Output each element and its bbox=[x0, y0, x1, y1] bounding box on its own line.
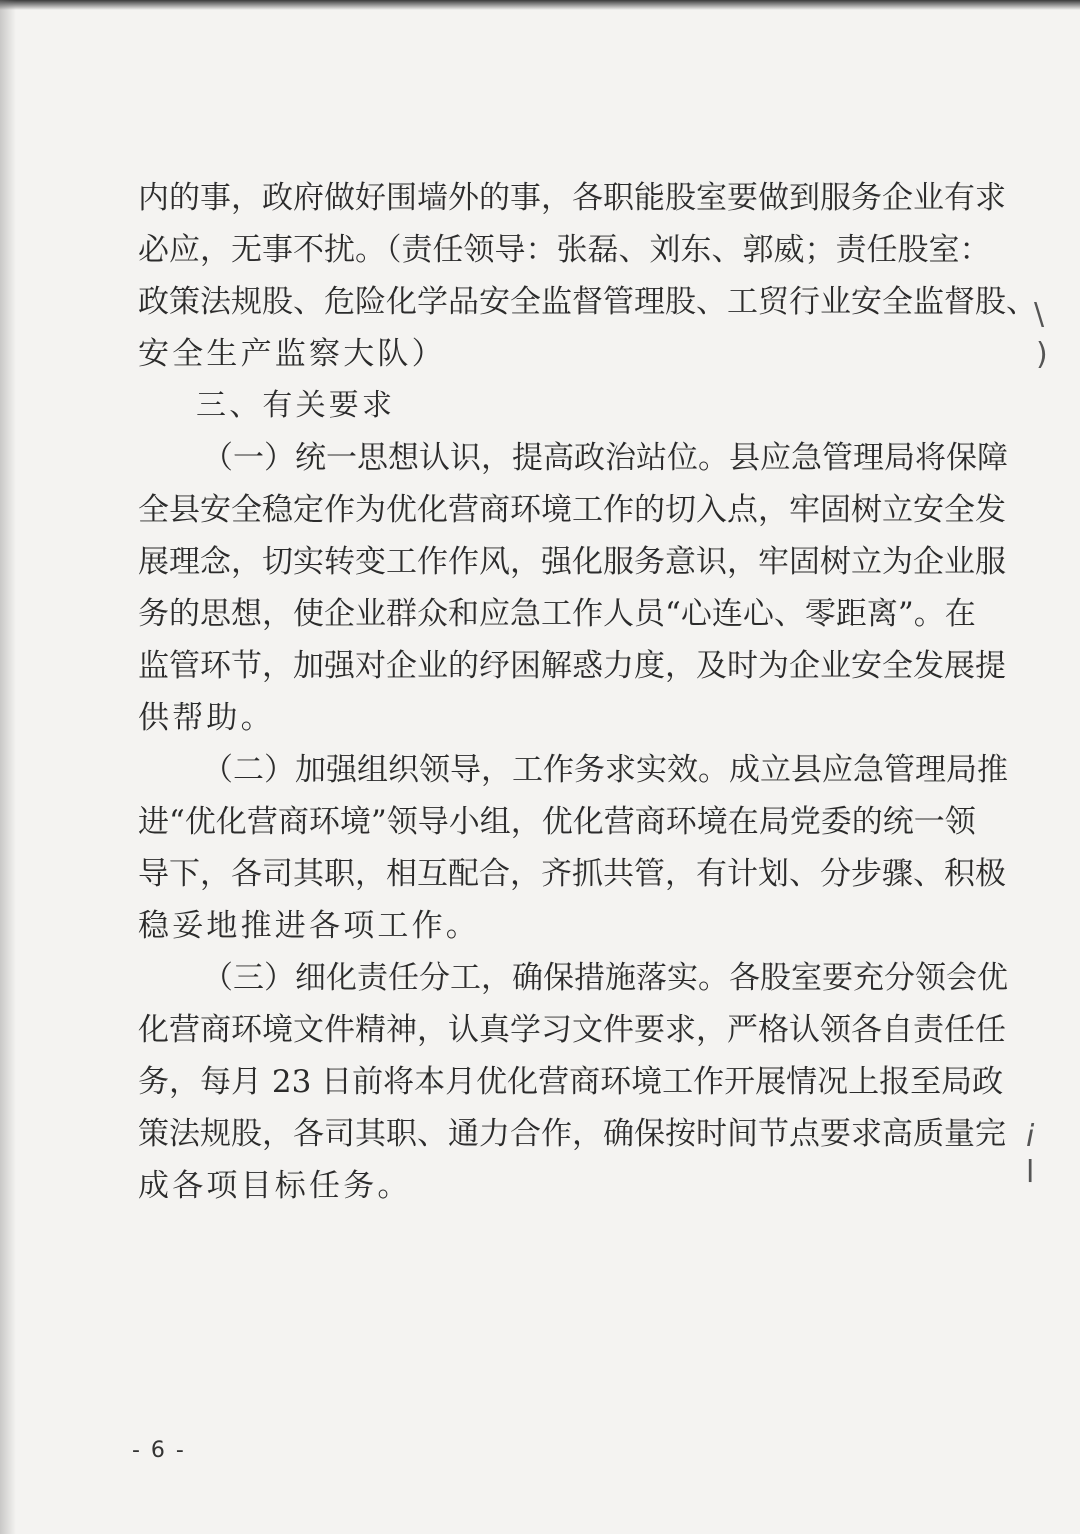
body-line: 策法规股，各司其职、通力合作，确保按时间节点要求高质量完 bbox=[138, 1116, 1006, 1152]
margin-mark: i bbox=[1026, 1119, 1035, 1154]
body-line: 安全生产监察大队） bbox=[138, 336, 446, 372]
paragraph-lead-line: （二）加强组织领导，工作务求实效。成立县应急管理局推 bbox=[202, 752, 1008, 788]
paragraph-lead-line: （一）统一思想认识，提高政治站位。县应急管理局将保障 bbox=[202, 440, 1008, 476]
body-line: 监管环节，加强对企业的纾困解惑力度，及时为企业安全发展提 bbox=[138, 648, 1006, 684]
body-line: 政策法规股、危险化学品安全监督管理股、工贸行业安全监督股、 bbox=[138, 284, 1037, 320]
body-line: 必应，无事不扰。（责任领导：张磊、刘东、郭威；责任股室： bbox=[138, 232, 991, 268]
body-line: 进“优化营商环境”领导小组，优化营商环境在局党委的统一领 bbox=[138, 804, 976, 840]
section-heading: 三、有关要求 bbox=[196, 388, 396, 423]
paragraph-lead-line: （三）细化责任分工，确保措施落实。各股室要充分领会优 bbox=[202, 960, 1008, 996]
scan-top-edge bbox=[0, 0, 1080, 10]
body-line: 供帮助。 bbox=[138, 700, 275, 736]
body-line: 展理念，切实转变工作作风，强化服务意识，牢固树立为企业服 bbox=[138, 544, 1006, 580]
body-line: 内的事，政府做好围墙外的事，各职能股室要做到服务企业有求 bbox=[138, 180, 1006, 216]
body-line: 务的思想，使企业群众和应急工作人员“心连心、零距离”。在 bbox=[138, 596, 976, 632]
body-line: 全县安全稳定作为优化营商环境工作的切入点，牢固树立安全发 bbox=[138, 492, 1006, 528]
body-line: 化营商环境文件精神，认真学习文件要求，严格认领各自责任任 bbox=[138, 1012, 1006, 1048]
margin-mark: ) bbox=[1036, 337, 1048, 372]
margin-mark: l bbox=[1026, 1155, 1035, 1190]
document-body bbox=[138, 172, 1037, 1212]
body-line: 成各项目标任务。 bbox=[138, 1168, 412, 1204]
body-line: 导下，各司其职，相互配合，齐抓共管，有计划、分步骤、积极 bbox=[138, 856, 1006, 892]
page-number: - 6 - bbox=[132, 1438, 186, 1463]
body-line: 稳妥地推进各项工作。 bbox=[138, 908, 480, 944]
margin-mark: \ bbox=[1034, 297, 1045, 332]
scan-left-edge bbox=[0, 0, 16, 1534]
body-line: 务，每月 23 日前将本月优化营商环境工作开展情况上报至局政 bbox=[138, 1064, 1004, 1100]
